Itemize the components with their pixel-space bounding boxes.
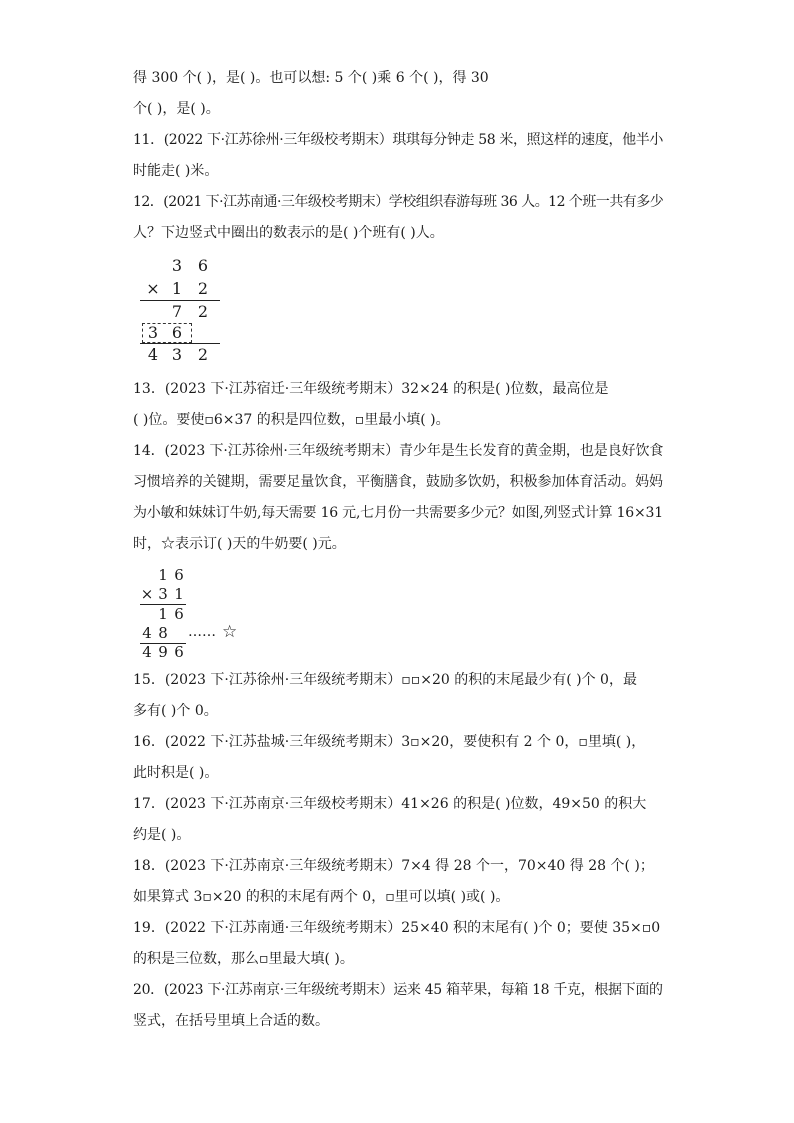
calc1-result-digit: 4 [147, 345, 159, 364]
question-19-line-2: 的积是三位数，那么▫里最大填( )。 [133, 951, 354, 967]
question-16-line-1: 16．(2022 下·江苏盐城·三年级统考期末）3▫×20，要使积有 2 个 0，▫里填( )， [133, 734, 646, 750]
calc1-rule-1 [140, 300, 220, 301]
question-15-line-1: 15．(2023 下·江苏徐州·三年级统考期末）▫▫×20 的积的末尾最少有( )个 0，最 [133, 672, 637, 688]
vertical-calc-16x31 [140, 566, 250, 662]
question-18-line-1: 18．(2023 下·江苏南京·三年级统考期末）7×4 得 28 个一，70×40 得 28 个( )； [133, 858, 654, 874]
question-17-line-1: 17．(2023 下·江苏南京·三年级校考期末）41×26 的积是( )位数，49×50 的积大 [133, 796, 647, 812]
calc2-digit: 3 [158, 585, 168, 603]
calc2-digit: 1 [158, 566, 168, 584]
calc2-digit: 4 [142, 624, 152, 642]
question-14-line-1: 14．(2023 下·江苏徐州·三年级统考期末）青少年是生长发育的黄金期，也是良好饮食 [133, 443, 664, 459]
question-12-line-1: 12．(2021 下·江苏南通·三年级校考期末）学校组织春游每班 36 人。12 个班一共有多少 [133, 194, 664, 210]
calc2-digit: 1 [174, 585, 184, 603]
calc1-digit: 7 [171, 302, 183, 321]
text-line-1: 得 300 个( )，是( )。也可以想: 5 个( )乘 6 个( )，得 30 [133, 70, 489, 86]
question-18-line-2: 如果算式 3▫×20 的积的末尾有两个 0，▫里可以填( )或( )。 [133, 889, 510, 905]
question-19-line-1: 19．(2022 下·江苏南通·三年级统考期末）25×40 积的末尾有( )个 0；要使 35×▫0 [133, 920, 661, 936]
question-15-line-2: 多有( )个 0。 [133, 703, 218, 719]
question-16-line-2: 此时积是( )。 [133, 765, 219, 781]
calc2-digit: 6 [174, 566, 184, 584]
question-13-line-1: 13．(2023 下·江苏宿迁·三年级统考期末）32×24 的积是( )位数，最高位是 [133, 381, 609, 397]
question-14-line-4: 时，☆表示订( )天的牛奶要( )元。 [133, 536, 346, 552]
calc1-times-sign: × [146, 279, 160, 298]
calc1-digit: 1 [171, 279, 183, 298]
calc1-result-digit: 2 [197, 345, 209, 364]
vertical-calc-36x12 [140, 256, 230, 368]
calc2-dots: …… [188, 624, 216, 640]
question-14-line-2: 习惯培养的关键期，需要足量饮食，平衡膳食，鼓励多饮奶，积极参加体育活动。妈妈 [133, 474, 663, 490]
calc1-digit: 2 [197, 279, 209, 298]
question-17-line-2: 约是( )。 [133, 827, 191, 843]
calc1-circled-digit: 6 [171, 323, 183, 342]
calc2-result-digit: 4 [142, 643, 152, 661]
calc1-digit: 6 [197, 256, 209, 275]
calc1-circled-digit: 3 [147, 323, 159, 342]
question-12-line-2: 人？下边竖式中圈出的数表示的是( )个班有( )人。 [133, 225, 444, 241]
text-line-2: 个( )，是( )。 [133, 101, 220, 117]
calc1-digit: 2 [197, 302, 209, 321]
calc2-times-sign: × [140, 585, 154, 603]
calc2-digit: 6 [174, 605, 184, 623]
calc1-rule-2 [140, 343, 220, 344]
question-20-line-2: 竖式，在括号里填上合适的数。 [133, 1013, 329, 1029]
calc2-result-digit: 9 [158, 643, 168, 661]
question-13-line-2: ( )位。要使▫6×37 的积是四位数，▫里最小填( )。 [133, 412, 450, 428]
star-icon: ☆ [222, 622, 238, 642]
calc1-digit: 3 [171, 256, 183, 275]
question-20-line-1: 20．(2023 下·江苏南京·三年级统考期末）运来 45 箱苹果，每箱 18 千克，根据下面的 [133, 982, 663, 998]
calc2-result-digit: 6 [174, 643, 184, 661]
question-11-line-2: 时能走( )米。 [133, 163, 219, 179]
question-11-line-1: 11．(2022 下·江苏徐州·三年级校考期末）琪琪每分钟走 58 米，照这样的速度，他半小 [133, 132, 663, 148]
calc2-digit: 8 [158, 624, 168, 642]
calc2-digit: 1 [158, 605, 168, 623]
question-14-line-3: 为小敏和妹妹订牛奶,每天需要 16 元,七月份一共需要多少元？如图,列竖式计算 16×31 [133, 505, 663, 521]
calc1-result-digit: 3 [171, 345, 183, 364]
